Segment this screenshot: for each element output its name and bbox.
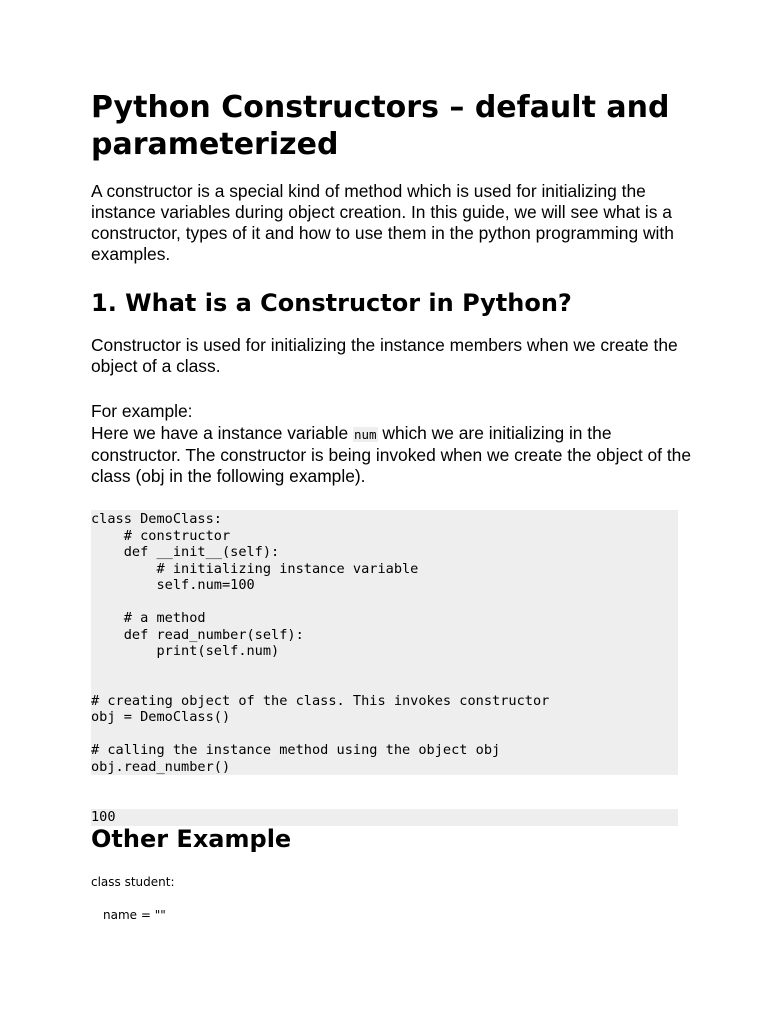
other-example-line-2: name = "" [103, 908, 166, 922]
inline-code-num: num [353, 427, 377, 442]
example-text-after: which we are initializing in the constructor. The constructor is being invoked when we create the object of the class (obj in the following example). [91, 423, 691, 486]
section-heading-what-is-constructor: 1. What is a Constructor in Python? [91, 289, 572, 317]
other-example-line-1: class student: [91, 875, 175, 889]
code-block: class DemoClass: # constructor def __init__(self): # initializing instance variable self.num=100 # a method def read_number(self): print(self.num) # creating object of the class. This invokes constructor obj = DemoClass() # calling the instance method using the object obj obj.read_number() [91, 510, 678, 775]
intro-paragraph: A constructor is a special kind of method which is used for initializing the instance variables during object creation. In this guide, we will see what is a constructor, types of it and how to use them in the python programming with examples. [91, 181, 674, 264]
other-example-heading: Other Example [91, 825, 292, 853]
constructor-definition-paragraph: Constructor is used for initializing the instance members when we create the object of a class. [91, 335, 678, 376]
example-label: For example: [91, 401, 193, 421]
example-description-paragraph [91, 423, 691, 487]
example-text-before: Here we have a instance variable [91, 423, 353, 443]
page-title: Python Constructors – default and parameterized [91, 90, 670, 162]
output-block: 100 [91, 809, 678, 826]
